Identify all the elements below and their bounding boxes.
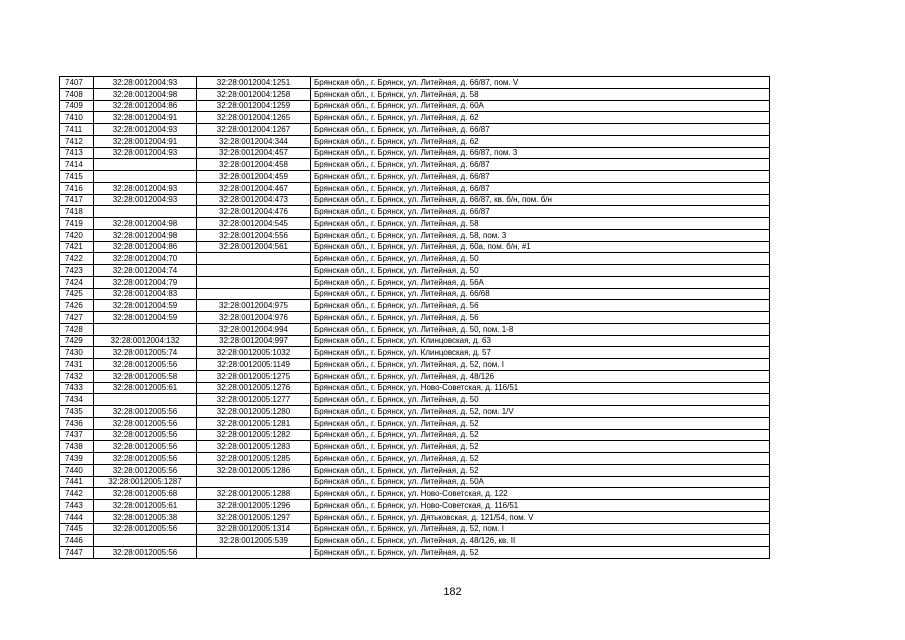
object-number-cell: 32:28:0012004:545 bbox=[197, 218, 311, 230]
parcel-number-cell: 32:28:0012004:91 bbox=[94, 135, 197, 147]
address-cell: Брянская обл., г. Брянск, ул. Литейная, д. 52 bbox=[311, 429, 770, 441]
parcel-number-cell: 32:28:0012004:93 bbox=[94, 77, 197, 89]
table-row bbox=[60, 523, 770, 535]
object-number-cell: 32:28:0012004:457 bbox=[197, 147, 311, 159]
address-cell: Брянская обл., г. Брянск, ул. Литейная, д. 52 bbox=[311, 547, 770, 559]
table-row bbox=[60, 464, 770, 476]
parcel-number-cell: 32:28:0012005:56 bbox=[94, 453, 197, 465]
parcel-number-cell: 32:28:0012005:56 bbox=[94, 464, 197, 476]
object-number-cell: 32:28:0012005:1275 bbox=[197, 370, 311, 382]
parcel-number-cell: 32:28:0012005:56 bbox=[94, 441, 197, 453]
table-row bbox=[60, 147, 770, 159]
address-cell: Брянская обл., г. Брянск, ул. Литейная, д. 66/87, пом. 3 bbox=[311, 147, 770, 159]
table-row bbox=[60, 453, 770, 465]
object-number-cell: 32:28:0012004:997 bbox=[197, 335, 311, 347]
object-number-cell: 32:28:0012005:1297 bbox=[197, 511, 311, 523]
table-row bbox=[60, 429, 770, 441]
row-number-cell: 7413 bbox=[60, 147, 94, 159]
parcel-number-cell: 32:28:0012004:86 bbox=[94, 241, 197, 253]
object-number-cell: 32:28:0012004:473 bbox=[197, 194, 311, 206]
row-number-cell: 7444 bbox=[60, 511, 94, 523]
object-number-cell bbox=[197, 476, 311, 488]
row-number-cell: 7416 bbox=[60, 182, 94, 194]
table-row bbox=[60, 312, 770, 324]
address-cell: Брянская обл., г. Брянск, ул. Литейная, д. 62 bbox=[311, 135, 770, 147]
row-number-cell: 7410 bbox=[60, 112, 94, 124]
row-number-cell: 7412 bbox=[60, 135, 94, 147]
table-row bbox=[60, 382, 770, 394]
table-row bbox=[60, 323, 770, 335]
row-number-cell: 7435 bbox=[60, 406, 94, 418]
table-row bbox=[60, 77, 770, 89]
address-cell: Брянская обл., г. Брянск, ул. Литейная, д. 66/68 bbox=[311, 288, 770, 300]
parcel-number-cell bbox=[94, 206, 197, 218]
object-number-cell: 32:28:0012004:561 bbox=[197, 241, 311, 253]
row-number-cell: 7408 bbox=[60, 88, 94, 100]
row-number-cell: 7415 bbox=[60, 171, 94, 183]
row-number-cell: 7409 bbox=[60, 100, 94, 112]
address-cell: Брянская обл., г. Брянск, ул. Литейная, д. 56 bbox=[311, 300, 770, 312]
row-number-cell: 7411 bbox=[60, 124, 94, 136]
parcel-number-cell: 32:28:0012004:93 bbox=[94, 124, 197, 136]
parcel-number-cell: 32:28:0012004:79 bbox=[94, 276, 197, 288]
parcel-number-cell: 32:28:0012004:98 bbox=[94, 218, 197, 230]
address-cell: Брянская обл., г. Брянск, ул. Литейная, д. 66/87 bbox=[311, 159, 770, 171]
table-row bbox=[60, 112, 770, 124]
object-number-cell bbox=[197, 265, 311, 277]
parcel-number-cell: 32:28:0012005:1287 bbox=[94, 476, 197, 488]
address-cell: Брянская обл., г. Брянск, ул. Литейная, д. 52 bbox=[311, 417, 770, 429]
object-number-cell: 32:28:0012005:1282 bbox=[197, 429, 311, 441]
table-row bbox=[60, 335, 770, 347]
page-number: 182 bbox=[443, 586, 462, 598]
parcel-number-cell: 32:28:0012004:98 bbox=[94, 88, 197, 100]
address-cell: Брянская обл., г. Брянск, ул. Литейная, д. 48/126, кв. II bbox=[311, 535, 770, 547]
parcel-number-cell: 32:28:0012004:91 bbox=[94, 112, 197, 124]
object-number-cell bbox=[197, 547, 311, 559]
row-number-cell: 7422 bbox=[60, 253, 94, 265]
table-row bbox=[60, 194, 770, 206]
registry-table-body bbox=[60, 77, 770, 559]
object-number-cell: 32:28:0012004:994 bbox=[197, 323, 311, 335]
table-row bbox=[60, 241, 770, 253]
table-row bbox=[60, 253, 770, 265]
row-number-cell: 7431 bbox=[60, 359, 94, 371]
parcel-number-cell bbox=[94, 171, 197, 183]
object-number-cell: 32:28:0012004:344 bbox=[197, 135, 311, 147]
row-number-cell: 7445 bbox=[60, 523, 94, 535]
address-cell: Брянская обл., г. Брянск, ул. Литейная, д. 50 bbox=[311, 394, 770, 406]
table-row bbox=[60, 265, 770, 277]
object-number-cell: 32:28:0012005:1277 bbox=[197, 394, 311, 406]
address-cell: Брянская обл., г. Брянск, ул. Литейная, д. 66/87, кв. б/н, пом. б/н bbox=[311, 194, 770, 206]
row-number-cell: 7433 bbox=[60, 382, 94, 394]
table-row bbox=[60, 547, 770, 559]
object-number-cell bbox=[197, 253, 311, 265]
parcel-number-cell: 32:28:0012004:83 bbox=[94, 288, 197, 300]
row-number-cell: 7417 bbox=[60, 194, 94, 206]
address-cell: Брянская обл., г. Брянск, ул. Литейная, д. 50 bbox=[311, 265, 770, 277]
table-row bbox=[60, 500, 770, 512]
address-cell: Брянская обл., г. Брянск, ул. Литейная, д. 48/126 bbox=[311, 370, 770, 382]
parcel-number-cell: 32:28:0012004:98 bbox=[94, 229, 197, 241]
parcel-number-cell: 32:28:0012004:74 bbox=[94, 265, 197, 277]
row-number-cell: 7429 bbox=[60, 335, 94, 347]
address-cell: Брянская обл., г. Брянск, ул. Ново-Советская, д. 116/51 bbox=[311, 382, 770, 394]
table-row bbox=[60, 441, 770, 453]
table-row bbox=[60, 100, 770, 112]
object-number-cell: 32:28:0012004:1251 bbox=[197, 77, 311, 89]
address-cell: Брянская обл., г. Брянск, ул. Литейная, д. 58, пом. 3 bbox=[311, 229, 770, 241]
table-row bbox=[60, 276, 770, 288]
object-number-cell: 32:28:0012005:1032 bbox=[197, 347, 311, 359]
object-number-cell: 32:28:0012005:1314 bbox=[197, 523, 311, 535]
object-number-cell: 32:28:0012004:975 bbox=[197, 300, 311, 312]
parcel-number-cell: 32:28:0012004:93 bbox=[94, 147, 197, 159]
address-cell: Брянская обл., г. Брянск, ул. Клинцовская, д. 63 bbox=[311, 335, 770, 347]
table-row bbox=[60, 206, 770, 218]
object-number-cell: 32:28:0012004:458 bbox=[197, 159, 311, 171]
address-cell: Брянская обл., г. Брянск, ул. Литейная, д. 58 bbox=[311, 88, 770, 100]
address-cell: Брянская обл., г. Брянск, ул. Литейная, д. 66/87 bbox=[311, 124, 770, 136]
parcel-number-cell: 32:28:0012004:59 bbox=[94, 300, 197, 312]
table-row bbox=[60, 171, 770, 183]
object-number-cell: 32:28:0012004:1265 bbox=[197, 112, 311, 124]
object-number-cell: 32:28:0012005:1286 bbox=[197, 464, 311, 476]
address-cell: Брянская обл., г. Брянск, ул. Литейная, д. 56 bbox=[311, 312, 770, 324]
parcel-number-cell: 32:28:0012004:132 bbox=[94, 335, 197, 347]
address-cell: Брянская обл., г. Брянск, ул. Литейная, д. 52 bbox=[311, 453, 770, 465]
row-number-cell: 7440 bbox=[60, 464, 94, 476]
parcel-number-cell bbox=[94, 323, 197, 335]
parcel-number-cell bbox=[94, 535, 197, 547]
parcel-number-cell: 32:28:0012005:56 bbox=[94, 429, 197, 441]
object-number-cell: 32:28:0012005:1149 bbox=[197, 359, 311, 371]
row-number-cell: 7428 bbox=[60, 323, 94, 335]
parcel-number-cell: 32:28:0012005:56 bbox=[94, 417, 197, 429]
parcel-number-cell: 32:28:0012005:56 bbox=[94, 523, 197, 535]
table-row bbox=[60, 488, 770, 500]
parcel-number-cell bbox=[94, 394, 197, 406]
parcel-number-cell: 32:28:0012005:56 bbox=[94, 359, 197, 371]
object-number-cell: 32:28:0012004:1259 bbox=[197, 100, 311, 112]
address-cell: Брянская обл., г. Брянск, ул. Литейная, д. 52 bbox=[311, 464, 770, 476]
row-number-cell: 7442 bbox=[60, 488, 94, 500]
object-number-cell bbox=[197, 276, 311, 288]
row-number-cell: 7447 bbox=[60, 547, 94, 559]
table-row bbox=[60, 511, 770, 523]
row-number-cell: 7407 bbox=[60, 77, 94, 89]
object-number-cell: 32:28:0012005:1296 bbox=[197, 500, 311, 512]
parcel-number-cell: 32:28:0012004:70 bbox=[94, 253, 197, 265]
address-cell: Брянская обл., г. Брянск, ул. Ново-Советская, д. 122 bbox=[311, 488, 770, 500]
row-number-cell: 7430 bbox=[60, 347, 94, 359]
row-number-cell: 7425 bbox=[60, 288, 94, 300]
parcel-number-cell: 32:28:0012005:74 bbox=[94, 347, 197, 359]
table-row bbox=[60, 229, 770, 241]
parcel-number-cell: 32:28:0012005:56 bbox=[94, 406, 197, 418]
table-row bbox=[60, 406, 770, 418]
object-number-cell: 32:28:0012004:1267 bbox=[197, 124, 311, 136]
address-cell: Брянская обл., г. Брянск, ул. Литейная, д. 58 bbox=[311, 218, 770, 230]
row-number-cell: 7437 bbox=[60, 429, 94, 441]
address-cell: Брянская обл., г. Брянск, ул. Литейная, д. 62 bbox=[311, 112, 770, 124]
address-cell: Брянская обл., г. Брянск, ул. Литейная, д. 66/87, пом. V bbox=[311, 77, 770, 89]
row-number-cell: 7423 bbox=[60, 265, 94, 277]
address-cell: Брянская обл., г. Брянск, ул. Литейная, д. 66/87 bbox=[311, 182, 770, 194]
table-row bbox=[60, 218, 770, 230]
row-number-cell: 7439 bbox=[60, 453, 94, 465]
table-row bbox=[60, 182, 770, 194]
row-number-cell: 7443 bbox=[60, 500, 94, 512]
row-number-cell: 7446 bbox=[60, 535, 94, 547]
address-cell: Брянская обл., г. Брянск, ул. Дятьковская, д. 121/54, пом. V bbox=[311, 511, 770, 523]
object-number-cell: 32:28:0012004:459 bbox=[197, 171, 311, 183]
parcel-number-cell: 32:28:0012004:86 bbox=[94, 100, 197, 112]
object-number-cell: 32:28:0012004:1258 bbox=[197, 88, 311, 100]
parcel-number-cell: 32:28:0012005:61 bbox=[94, 382, 197, 394]
row-number-cell: 7419 bbox=[60, 218, 94, 230]
table-row bbox=[60, 417, 770, 429]
address-cell: Брянская обл., г. Брянск, ул. Литейная, д. 66/87 bbox=[311, 206, 770, 218]
row-number-cell: 7441 bbox=[60, 476, 94, 488]
address-cell: Брянская обл., г. Брянск, ул. Литейная, д. 50 bbox=[311, 253, 770, 265]
table-row bbox=[60, 370, 770, 382]
object-number-cell: 32:28:0012005:1280 bbox=[197, 406, 311, 418]
address-cell: Брянская обл., г. Брянск, ул. Литейная, д. 50, пом. 1-8 bbox=[311, 323, 770, 335]
row-number-cell: 7418 bbox=[60, 206, 94, 218]
parcel-number-cell bbox=[94, 159, 197, 171]
object-number-cell: 32:28:0012005:1276 bbox=[197, 382, 311, 394]
parcel-number-cell: 32:28:0012005:58 bbox=[94, 370, 197, 382]
table-row bbox=[60, 535, 770, 547]
address-cell: Брянская обл., г. Брянск, ул. Ново-Советская, д. 116/51 bbox=[311, 500, 770, 512]
object-number-cell: 32:28:0012004:467 bbox=[197, 182, 311, 194]
object-number-cell: 32:28:0012005:1288 bbox=[197, 488, 311, 500]
object-number-cell: 32:28:0012004:556 bbox=[197, 229, 311, 241]
object-number-cell: 32:28:0012005:1281 bbox=[197, 417, 311, 429]
parcel-number-cell: 32:28:0012005:56 bbox=[94, 547, 197, 559]
table-row bbox=[60, 159, 770, 171]
row-number-cell: 7426 bbox=[60, 300, 94, 312]
row-number-cell: 7414 bbox=[60, 159, 94, 171]
object-number-cell: 32:28:0012005:539 bbox=[197, 535, 311, 547]
row-number-cell: 7438 bbox=[60, 441, 94, 453]
parcel-number-cell: 32:28:0012004:59 bbox=[94, 312, 197, 324]
table-row bbox=[60, 124, 770, 136]
row-number-cell: 7420 bbox=[60, 229, 94, 241]
parcel-number-cell: 32:28:0012004:93 bbox=[94, 182, 197, 194]
table-row bbox=[60, 88, 770, 100]
address-cell: Брянская обл., г. Брянск, ул. Литейная, д. 52, пом. I bbox=[311, 523, 770, 535]
table-row bbox=[60, 476, 770, 488]
address-cell: Брянская обл., г. Брянск, ул. Литейная, д. 52, пом. 1/V bbox=[311, 406, 770, 418]
parcel-number-cell: 32:28:0012004:93 bbox=[94, 194, 197, 206]
object-number-cell: 32:28:0012005:1283 bbox=[197, 441, 311, 453]
table-row bbox=[60, 288, 770, 300]
address-cell: Брянская обл., г. Брянск, ул. Литейная, д. 50А bbox=[311, 476, 770, 488]
address-cell: Брянская обл., г. Брянск, ул. Литейная, д. 66/87 bbox=[311, 171, 770, 183]
address-cell: Брянская обл., г. Брянск, ул. Литейная, д. 60а, пом. б/н, #1 bbox=[311, 241, 770, 253]
parcel-number-cell: 32:28:0012005:61 bbox=[94, 500, 197, 512]
parcel-number-cell: 32:28:0012005:68 bbox=[94, 488, 197, 500]
row-number-cell: 7424 bbox=[60, 276, 94, 288]
object-number-cell bbox=[197, 288, 311, 300]
row-number-cell: 7436 bbox=[60, 417, 94, 429]
address-cell: Брянская обл., г. Брянск, ул. Литейная, д. 56А bbox=[311, 276, 770, 288]
row-number-cell: 7432 bbox=[60, 370, 94, 382]
table-row bbox=[60, 135, 770, 147]
address-cell: Брянская обл., г. Брянск, ул. Литейная, д. 60А bbox=[311, 100, 770, 112]
address-cell: Брянская обл., г. Брянск, ул. Литейная, д. 52, пом. I bbox=[311, 359, 770, 371]
table-row bbox=[60, 359, 770, 371]
object-number-cell: 32:28:0012004:476 bbox=[197, 206, 311, 218]
parcel-number-cell: 32:28:0012005:38 bbox=[94, 511, 197, 523]
row-number-cell: 7427 bbox=[60, 312, 94, 324]
table-row bbox=[60, 300, 770, 312]
object-number-cell: 32:28:0012005:1285 bbox=[197, 453, 311, 465]
registry-table bbox=[59, 76, 770, 559]
object-number-cell: 32:28:0012004:976 bbox=[197, 312, 311, 324]
row-number-cell: 7434 bbox=[60, 394, 94, 406]
table-row bbox=[60, 394, 770, 406]
table-row bbox=[60, 347, 770, 359]
row-number-cell: 7421 bbox=[60, 241, 94, 253]
address-cell: Брянская обл., г. Брянск, ул. Клинцовская, д. 57 bbox=[311, 347, 770, 359]
address-cell: Брянская обл., г. Брянск, ул. Литейная, д. 52 bbox=[311, 441, 770, 453]
